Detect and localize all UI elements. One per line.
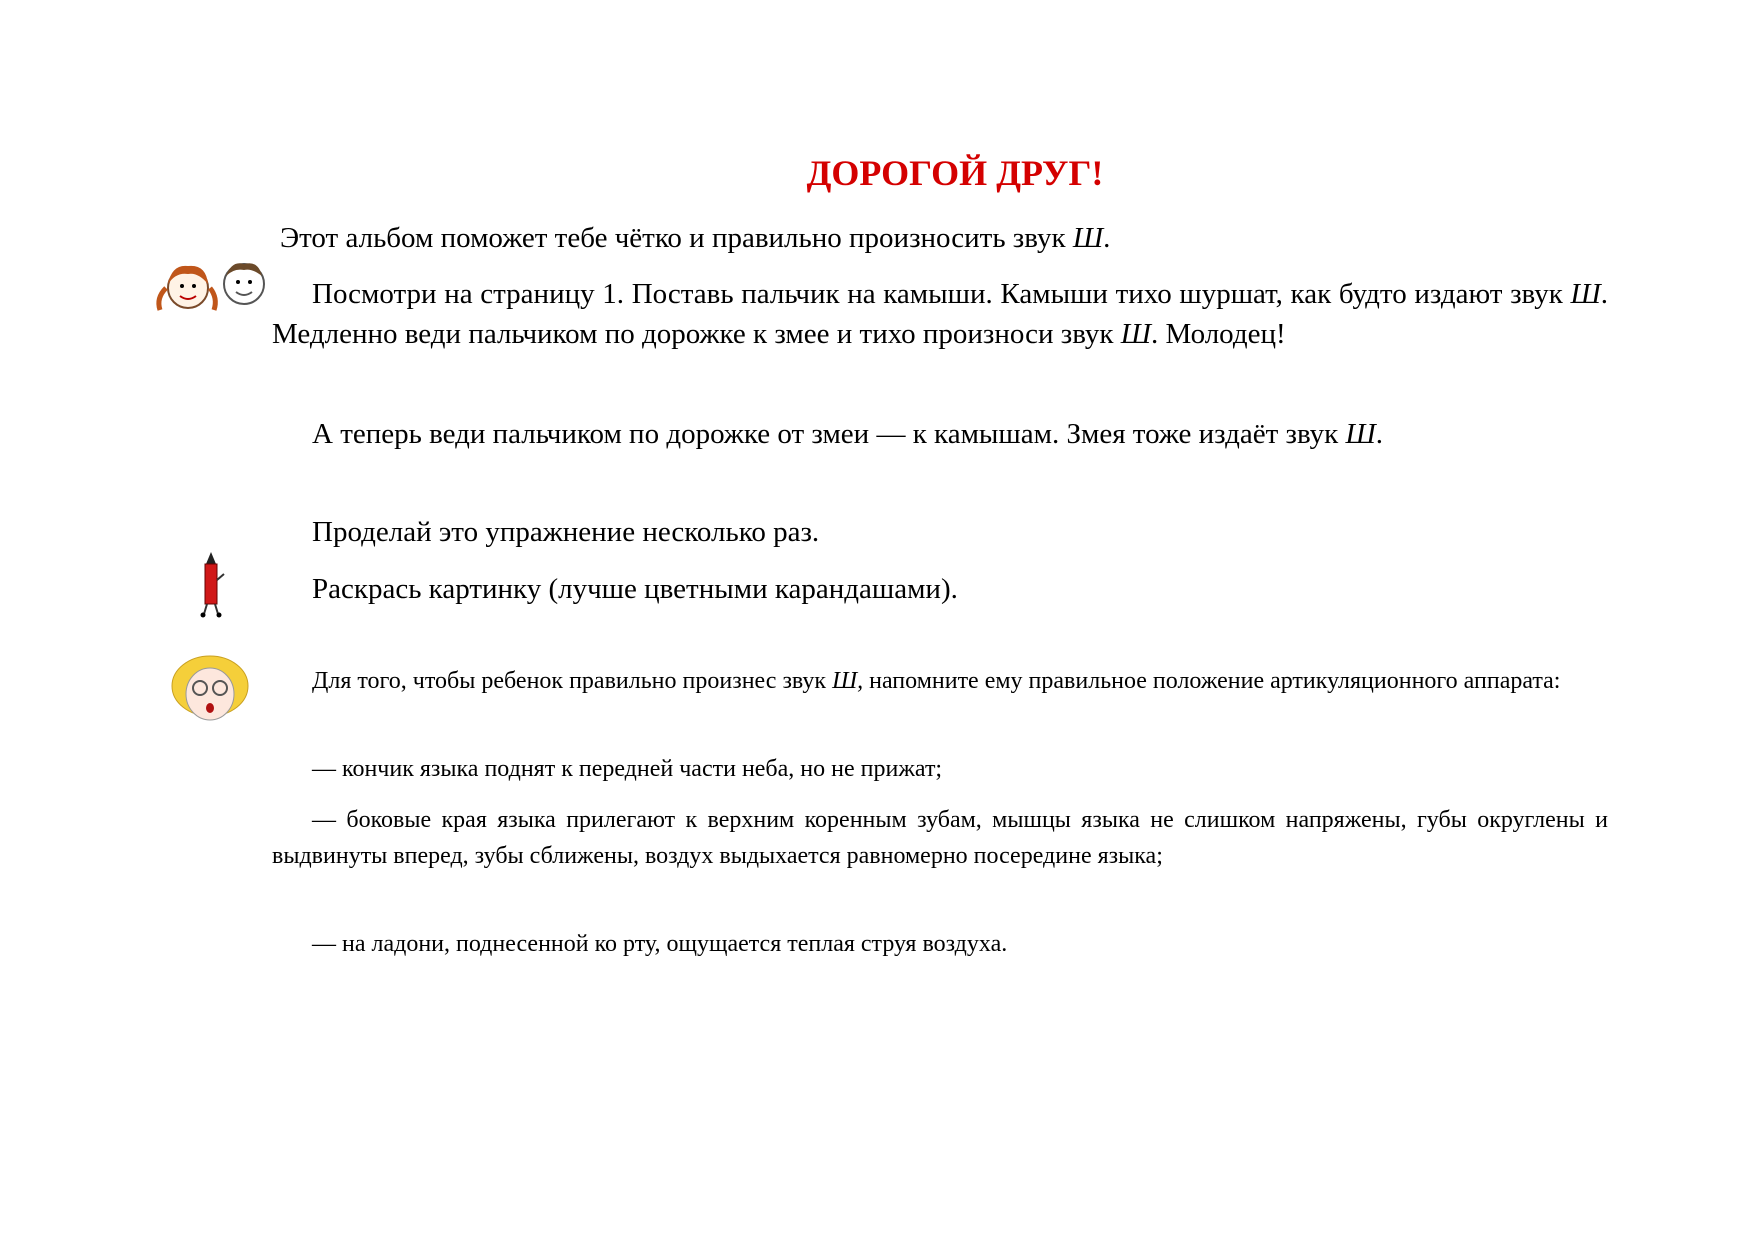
text: . Молодец! [1151, 318, 1286, 350]
articulation-item: — боковые края языка прилегают к верхним коренным зубам, мышцы языка не слишком напряжены, губы округлены и выдвинуты вперед, зубы сближены, воздух выдыхается равномерно посередине языка; [272, 807, 1608, 869]
page-title: ДОРОГОЙ ДРУГ! [806, 153, 1104, 193]
children-faces-icon [152, 254, 274, 316]
intro-paragraph [280, 218, 1616, 258]
sound-letter: Ш, [832, 668, 864, 694]
sound-letter: Ш [1345, 418, 1376, 450]
sound-letter: Ш [1072, 222, 1104, 254]
parent-note [272, 663, 1608, 699]
articulation-item: — на ладони, поднесенной ко рту, ощущается теплая струя воздуха. [312, 931, 1008, 957]
intro-end: . [1103, 222, 1111, 254]
sound-letter: Ш [1570, 278, 1601, 310]
text: . Медленно веди пальчиком по дорожке к змее и тихо произноси звук [272, 278, 1608, 350]
pencil-icon [194, 550, 228, 618]
text: . [1375, 418, 1384, 450]
sound-letter: Ш [1120, 318, 1152, 350]
teacher-face-icon [170, 652, 250, 724]
text: Посмотри на страницу 1. Поставь пальчик на камыши. Камыши тихо шуршат, как будто издают звук [312, 278, 1571, 310]
paragraph-reeds [272, 274, 1608, 354]
paragraph-snake [272, 414, 1608, 454]
articulation-item: — кончик языка поднят к передней части неба, но не прижат; [312, 756, 943, 782]
text: напомните ему правильное положение артикуляционного аппарата: [863, 668, 1561, 694]
intro-text: Этот альбом поможет тебе чётко и правильно произносить звук [280, 222, 1073, 254]
text: А теперь веди пальчиком по дорожке от змеи — к камышам. Змея тоже издаёт звук [312, 418, 1346, 450]
paragraph-coloring: Раскрась картинку (лучше цветными карандашами). [312, 573, 958, 605]
paragraph-repeat: Проделай это упражнение несколько раз. [312, 516, 820, 548]
text: Для того, чтобы ребенок правильно произнес звук [312, 668, 833, 694]
